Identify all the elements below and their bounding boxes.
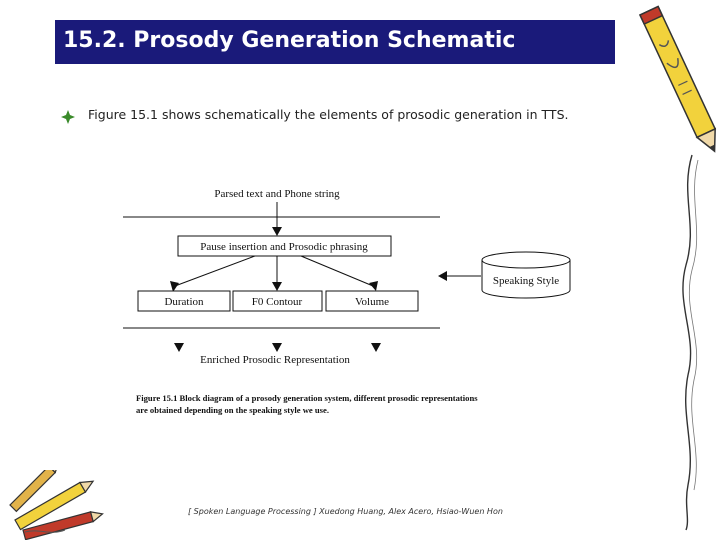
arrowhead-volume xyxy=(369,281,378,291)
output-arrowhead-right xyxy=(371,343,381,352)
title-bar xyxy=(55,20,615,64)
pause-box-label: Pause insertion and Prosodic phrasing xyxy=(200,241,368,253)
pencil-bundle-decoration xyxy=(5,470,115,540)
f0-box-label: F0 Contour xyxy=(251,296,303,308)
volume-box-label: Volume xyxy=(354,296,390,308)
pencil-border-decoration xyxy=(620,5,720,535)
output-arrowhead-left xyxy=(174,343,184,352)
branch-right xyxy=(301,256,373,286)
branch-left xyxy=(175,256,255,286)
arrowhead-style xyxy=(438,271,447,281)
arrowhead-f0 xyxy=(272,282,282,291)
diamond-bullet-icon xyxy=(61,110,75,124)
credit-line: [ Spoken Language Processing ] Xuedong Huang, Alex Acero, Hsiao-Wuen Hon xyxy=(188,507,503,516)
caption-line-1: Figure 15.1 Block diagram of a prosody generation system, different prosodic representations xyxy=(136,393,478,403)
input-label: Parsed text and Phone string xyxy=(214,188,340,200)
prosody-block-diagram xyxy=(115,180,595,430)
output-arrowhead-center xyxy=(272,343,282,352)
arrowhead-duration xyxy=(170,281,179,292)
slide-title: 15.2. Prosody Generation Schematic xyxy=(63,28,516,53)
arrowhead-pause xyxy=(272,227,282,236)
speaking-style-label: Speaking Style xyxy=(492,275,560,287)
output-label: Enriched Prosodic Representation xyxy=(200,354,350,366)
caption-line-2: are obtained depending on the speaking style we use. xyxy=(136,405,329,415)
duration-box-label: Duration xyxy=(164,296,204,308)
bullet-text: Figure 15.1 shows schematically the elements of prosodic generation in TTS. xyxy=(88,107,569,122)
